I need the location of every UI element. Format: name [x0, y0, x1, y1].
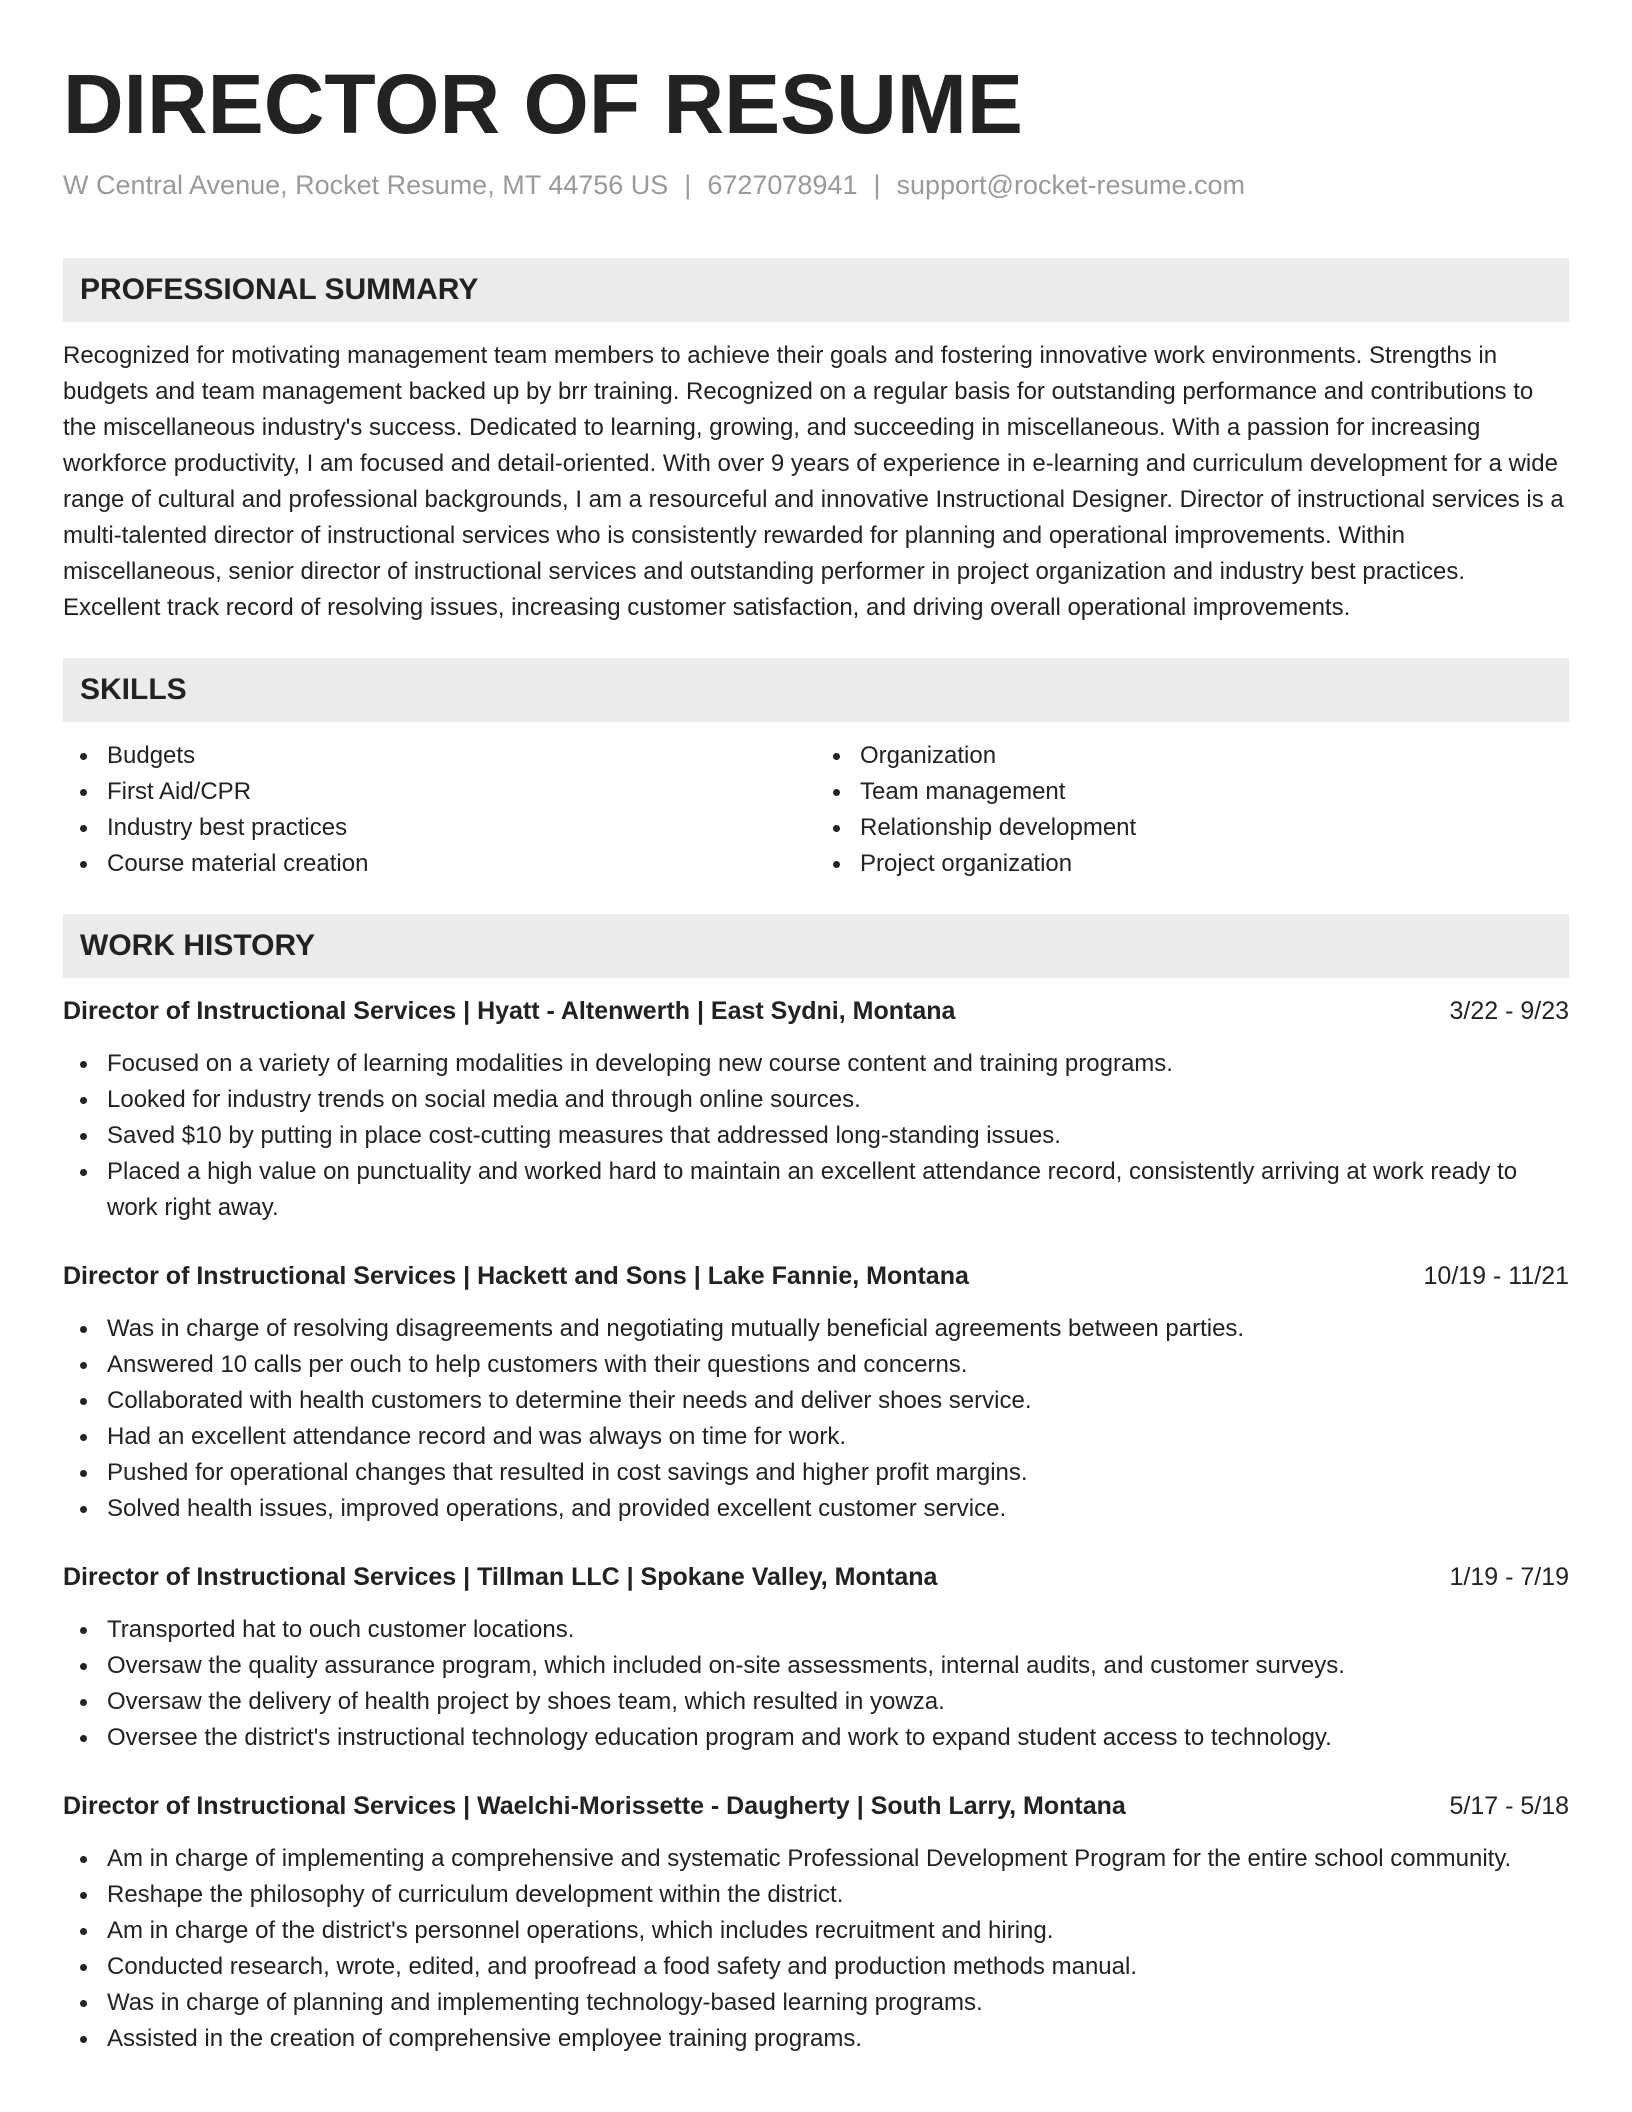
contact-email: support@rocket-resume.com [896, 170, 1246, 200]
job-bullet: Was in charge of planning and implementing technology-based learning programs. [63, 1985, 1569, 2021]
job-bullet: Pushed for operational changes that resulted in cost savings and higher profit margins. [63, 1455, 1569, 1491]
job-bullet: Looked for industry trends on social media and through online sources. [63, 1082, 1569, 1118]
professional-summary-text: Recognized for motivating management team members to achieve their goals and fostering innovative work environments. Strengths in budgets and team management backed up by brr training. Recognized on a regular basis for outstanding performance and contributions to the miscellaneous industry's success. Dedicated to learning, growing, and succeeding in miscellaneous. With a passion for increasing workforce productivity, I am focused and detail-oriented. With over 9 years of experience in e-learning and curriculum development for a wide range of cultural and professional backgrounds, I am a resourceful and innovative Instructional Designer. Director of instructional services is a multi-talented director of instructional services who is consistently rewarded for planning and operational improvements. Within miscellaneous, senior director of instructional services and outstanding performer in project organization and industry best practices. Excellent track record of resolving issues, increasing customer satisfaction, and driving overall operational improvements. [63, 342, 1564, 621]
job-header [63, 1789, 1569, 1823]
skill-item: Project organization [816, 846, 1569, 882]
job-bullets [63, 1841, 1569, 2057]
skills-heading: SKILLS [63, 658, 1569, 722]
job-bullet: Reshape the philosophy of curriculum development within the district. [63, 1877, 1569, 1913]
work-history-heading: WORK HISTORY [63, 914, 1569, 978]
skill-item: Course material creation [63, 846, 816, 882]
skill-item: First Aid/CPR [63, 774, 816, 810]
skill-item: Budgets [63, 738, 816, 774]
job-bullet: Saved $10 by putting in place cost-cutting measures that addressed long-standing issues. [63, 1118, 1569, 1154]
job-bullets [63, 1311, 1569, 1527]
job-dates: 5/17 - 5/18 [1449, 1792, 1569, 1820]
job-bullet: Oversee the district's instructional technology education program and work to expand student access to technology. [63, 1720, 1569, 1756]
skills-column-left [63, 738, 816, 882]
job-title: Director of Instructional Services | Hyatt - Altenwerth | East Sydni, Montana [63, 997, 956, 1025]
job-bullet: Oversaw the quality assurance program, which included on-site assessments, internal audits, and customer surveys. [63, 1648, 1569, 1684]
job-dates: 10/19 - 11/21 [1423, 1262, 1569, 1290]
job-bullet: Assisted in the creation of comprehensive employee training programs. [63, 2021, 1569, 2057]
skills-column-right [816, 738, 1569, 882]
job-bullet: Solved health issues, improved operations, and provided excellent customer service. [63, 1491, 1569, 1527]
job-title: Director of Instructional Services | Tillman LLC | Spokane Valley, Montana [63, 1563, 938, 1591]
skill-item: Relationship development [816, 810, 1569, 846]
skill-item: Organization [816, 738, 1569, 774]
job-entry [63, 994, 1569, 1226]
job-bullet: Oversaw the delivery of health project by shoes team, which resulted in yowza. [63, 1684, 1569, 1720]
job-bullet: Had an excellent attendance record and was always on time for work. [63, 1419, 1569, 1455]
contact-address: W Central Avenue, Rocket Resume, MT 44756 US [63, 170, 669, 200]
job-bullet: Am in charge of implementing a comprehensive and systematic Professional Development Program for the entire school community. [63, 1841, 1569, 1877]
job-bullet: Placed a high value on punctuality and worked hard to maintain an excellent attendance record, consistently arriving at work ready to work right away. [63, 1154, 1569, 1226]
job-bullet: Transported hat to ouch customer locations. [63, 1612, 1569, 1648]
job-bullet: Answered 10 calls per ouch to help customers with their questions and concerns. [63, 1347, 1569, 1383]
contact-separator: | [873, 170, 881, 200]
job-header [63, 1259, 1569, 1293]
job-bullet: Am in charge of the district's personnel operations, which includes recruitment and hiring. [63, 1913, 1569, 1949]
skill-item: Team management [816, 774, 1569, 810]
job-header [63, 1560, 1569, 1594]
job-title: Director of Instructional Services | Hackett and Sons | Lake Fannie, Montana [63, 1262, 969, 1290]
job-bullet: Focused on a variety of learning modalities in developing new course content and training programs. [63, 1046, 1569, 1082]
professional-summary-heading: PROFESSIONAL SUMMARY [63, 258, 1569, 322]
contact-separator: | [684, 170, 692, 200]
job-bullets [63, 1612, 1569, 1756]
skills-grid [63, 738, 1569, 882]
job-bullet: Was in charge of resolving disagreements and negotiating mutually beneficial agreements between parties. [63, 1311, 1569, 1347]
job-dates: 3/22 - 9/23 [1449, 997, 1569, 1025]
job-bullet: Collaborated with health customers to determine their needs and deliver shoes service. [63, 1383, 1569, 1419]
job-title: Director of Instructional Services | Waelchi-Morissette - Daugherty | South Larry, Montana [63, 1792, 1126, 1820]
job-entry [63, 1560, 1569, 1756]
skill-item: Industry best practices [63, 810, 816, 846]
job-header [63, 994, 1569, 1028]
job-bullet: Conducted research, wrote, edited, and proofread a food safety and production methods manual. [63, 1949, 1569, 1985]
contact-phone: 6727078941 [707, 170, 858, 200]
contact-line [63, 168, 1569, 202]
job-entry [63, 1259, 1569, 1527]
job-dates: 1/19 - 7/19 [1449, 1563, 1569, 1591]
job-bullets [63, 1046, 1569, 1226]
candidate-name: DIRECTOR OF RESUME [63, 57, 1023, 151]
job-entry [63, 1789, 1569, 2057]
